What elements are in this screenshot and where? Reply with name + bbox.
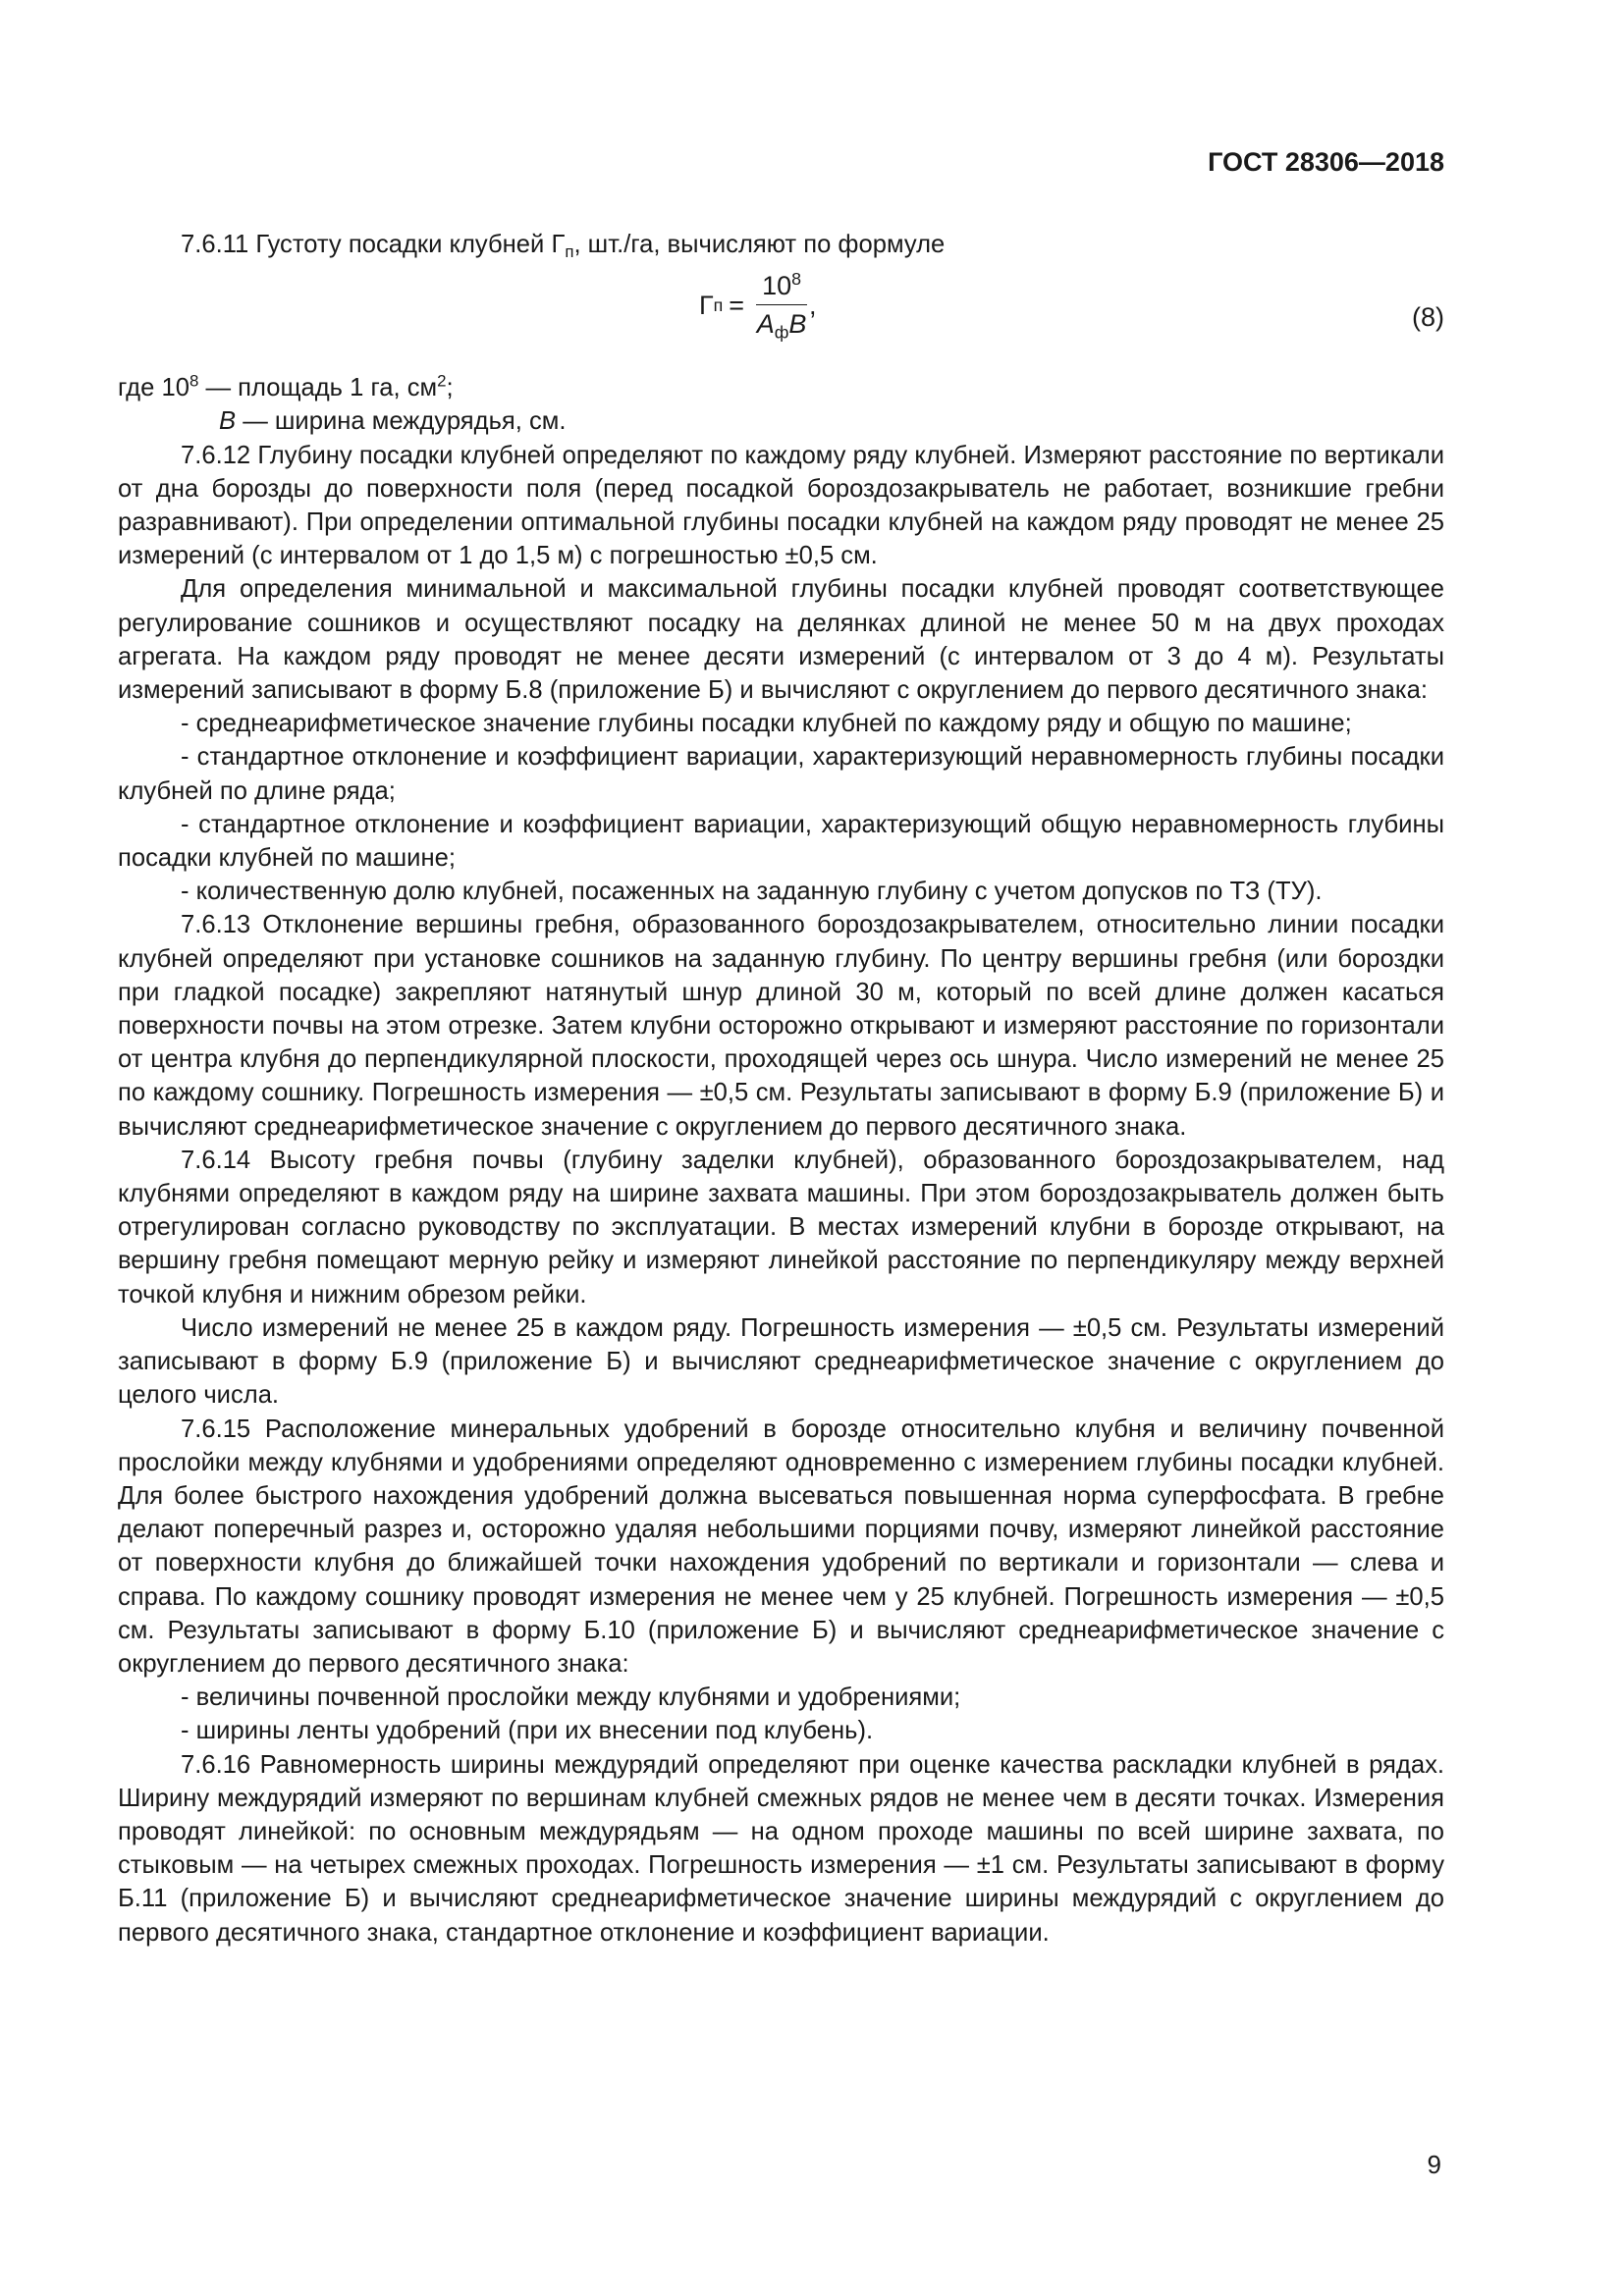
list-item: - ширины ленты удобрений (при их внесении под клубень).: [181, 1717, 874, 1745]
list-item: - количественную долю клубней, посаженных на заданную глубину с учетом допусков по ТЗ (ТУ).: [181, 878, 1323, 906]
page-number: 9: [1427, 2150, 1441, 2179]
paragraph-7-6-11: 7.6.11 Густоту посадки клубней $Г_п$, шт./га, вычисляют по формуле: [181, 231, 946, 262]
list-item: - среднеарифметическое значение глубины посадки клубней по каждому ряду и общую по машине;: [181, 710, 1352, 738]
list-item: - стандартное отклонение и коэффициент вариации, характеризующий общую неравномерность глубины посадки клубней по машине;: [118, 810, 1444, 873]
document-body: [118, 228, 1444, 1949]
paragraph: Число измерений не менее 25 в каждом ряду. Погрешность измерения — ±0,5 см. Результаты измерений записывают в форму Б.9 (приложение Б) и вычисляют среднеарифметическое значение с округлением до целого числа.: [118, 1313, 1444, 1410]
paragraph-7-6-15: 7.6.15 Расположение минеральных удобрений в борозде относительно клубня и величину почвенной прослойки между клубнями и удобрениями определяют одновременно с измерением глубины посадки клубней. Для более быстрого нахождения удобрений должна высеваться повышенная норма суперфосфата. В гребне делают поперечный разрез и, осторожно удаляя небольшими порциями почву, измеряют линейкой расстояние от поверхности клубня до ближайшей точки нахождения удобрений по вертикали и горизонтали — слева и справа. По каждому сошнику проводят измерения не менее чем у 25 клубней. Погрешность измерения — ±0,5 см. Результаты записывают в форму Б.10 (приложение Б) и вычисляют среднеарифметическое значение с округлением до первого десятичного знака:: [118, 1415, 1444, 1678]
paragraph-7-6-12: 7.6.12 Глубину посадки клубней определяют по каждому ряду клубней. Измеряют расстояние по вертикали от дна борозды до поверхности поля (перед посадкой бороздозакрыватель не работает, возникшие гребни разравнивают). При определении оптимальной глубины посадки клубней на каждом ряду проводят не менее 25 измерений (с интервалом от 1 до 1,5 м) с погрешностью ±0,5 см.: [118, 441, 1444, 570]
document-header: ГОСТ 28306—2018: [1208, 147, 1444, 177]
paragraph-7-6-16: 7.6.16 Равномерность ширины междурядий определяют при оценке качества раскладки клубней в рядах. Ширину междурядий измеряют по вершинам клубней смежных рядов не менее чем в десяти точках. Измерения проводят линейкой: по основным междурядьям — на одном проходе машины по всей ширине захвата, по стыковым — на четырех смежных проходах. Погрешность измерения — ±1 см. Результаты записывают в форму Б.11 (приложение Б) и вычисляют среднеарифметическое значение ширины междурядий с округлением до первого десятичного знака, стандартное отклонение и коэффициент вариации.: [118, 1750, 1444, 1947]
formula-number: (8): [1412, 302, 1444, 333]
formula-8: [118, 261, 1444, 371]
where-line-2: В — ширина междурядья, см.: [219, 407, 567, 436]
where-line-1: где $10^8$ — площадь 1 га, $см^2$;: [118, 371, 454, 402]
formula-fraction: [756, 269, 807, 341]
list-item: - величины почвенной прослойки между клубнями и удобрениями;: [181, 1683, 961, 1712]
paragraph-7-6-14: 7.6.14 Высоту гребня почвы (глубину заделки клубней), образованного бороздозакрывателем, над клубнями определяют в каждом ряду на ширине захвата машины. При этом бороздозакрыватель должен быть отрегулирован согласно руководству по эксплуатации. В местах измерений клубни в борозде открывают, на вершину гребня помещают мерную рейку и измеряют линейкой расстояние по перпендикуляру между верхней точкой клубня и нижним обрезом рейки.: [118, 1146, 1444, 1308]
formula-denominator: $А_фВ$: [756, 309, 807, 343]
formula-expression: Г п = $\frac{10^8}{А_фВ}$ ,: [699, 269, 817, 343]
paragraph-7-6-13: 7.6.13 Отклонение вершины гребня, образованного бороздозакрывателем, относительно линии посадки клубней определяют при установке сошников на заданную глубину. По центру вершины гребня (или бороздки при гладкой посадке) закрепляют натянутый шнур длиной 30 м, который по всей длине должен касаться поверхности почвы на этом отрезке. Затем клубни осторожно открывают и измеряют расстояние по горизонтали от центра клубня до перпендикулярной плоскости, проходящей через ось шнура. Число измерений не менее 25 по каждому сошнику. Погрешность измерения — ±0,5 см. Результаты записывают в форму Б.9 (приложение Б) и вычисляют среднеарифметическое значение с округлением до первого десятичного знака.: [118, 911, 1444, 1141]
paragraph: Для определения минимальной и максимальной глубины посадки клубней проводят соответствующее регулирование сошников и осуществляют посадку на делянках длиной не менее 50 м на двух проходах агрегата. На каждом ряду проводят не менее десяти измерений (с интервалом от 3 до 4 м). Результаты измерений записывают в форму Б.8 (приложение Б) и вычисляют с округлением до первого десятичного знака:: [118, 575, 1444, 705]
list-item: - стандартное отклонение и коэффициент вариации, характеризующий неравномерность глубины посадки клубней по длине ряда;: [118, 743, 1444, 805]
formula-numerator: $10^8$: [756, 269, 807, 305]
